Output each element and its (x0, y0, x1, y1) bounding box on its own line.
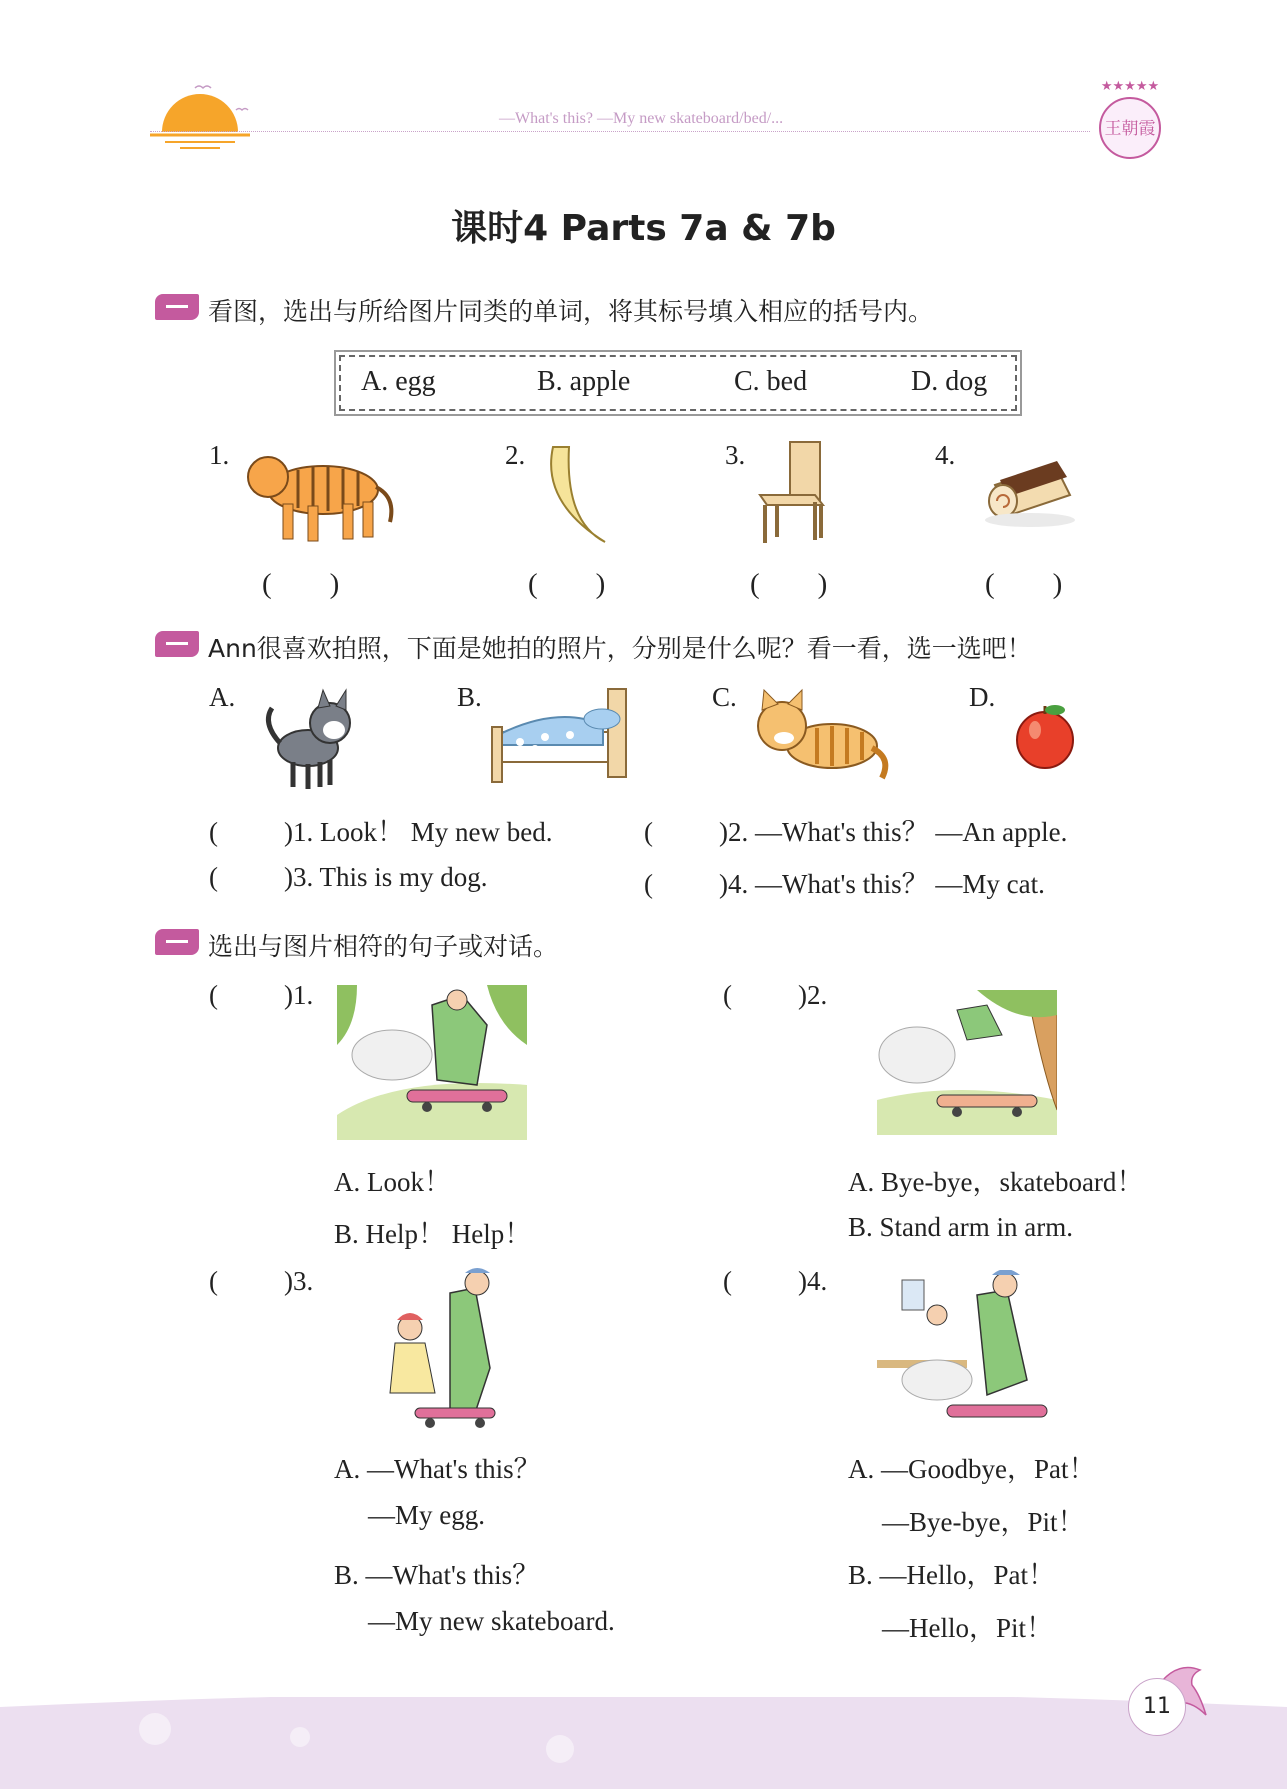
s3-item-1-option-a: A. Look！ (334, 1167, 451, 1197)
s3-item-3-number: ( )3. (209, 1266, 314, 1296)
answer-blank[interactable]: ( ) (985, 568, 1063, 600)
paren-open[interactable]: ( (209, 817, 218, 847)
s2-option-label: B. (457, 682, 482, 712)
skateboard-scene-1 (337, 985, 527, 1145)
s3-item-4-option-a-q: A. —Goodbye，Pat！ (848, 1454, 1096, 1484)
skateboard-scene-3 (385, 1268, 515, 1438)
svg-text:王朝霞: 王朝霞 (1104, 119, 1156, 139)
banana-picture (535, 442, 615, 552)
paren-open[interactable]: ( (209, 1266, 218, 1296)
cat-picture (752, 688, 892, 793)
s1-item-number: 3. (725, 440, 746, 470)
s2-question-1: ( )1. Look！ My new bed. (209, 817, 553, 847)
running-title: —What's this? —My new skateboard/bed/... (499, 110, 784, 127)
dog-picture (258, 688, 363, 798)
s3-item-3-option-a-q: A. —What's this？ (334, 1454, 541, 1484)
section-1-badge (155, 294, 199, 320)
s3-item-4-number: ( )4. (723, 1266, 828, 1296)
s3-item-2-option-b: B. Stand arm in arm. (848, 1212, 1073, 1242)
s2-option-label: D. (969, 682, 996, 712)
section-3-badge (155, 929, 199, 955)
paren-open[interactable]: ( (644, 869, 653, 899)
section-2-badge (155, 631, 199, 657)
section-3-instruction: 选出与图片相符的句子或对话。 (208, 932, 559, 961)
svg-text:★★★★★: ★★★★★ (1100, 79, 1160, 94)
s3-item-2-option-a: A. Bye-bye，skateboard！ (848, 1167, 1144, 1197)
s1-item-number: 1. (209, 440, 230, 470)
brand-logo (1090, 78, 1170, 163)
paren-open[interactable]: ( (209, 980, 218, 1010)
section-1-instruction: 看图，选出与所给图片同类的单词，将其标号填入相应的括号内。 (208, 297, 934, 326)
sunset-icon (150, 80, 250, 150)
skateboard-scene-2 (877, 990, 1057, 1140)
answer-blank[interactable]: ( ) (750, 568, 828, 600)
s3-item-3-option-a-r: —My egg. (368, 1500, 485, 1530)
s3-item-4-option-b-r: —Hello，Pit！ (882, 1613, 1054, 1643)
apple-picture (1010, 700, 1080, 775)
paren-open[interactable]: ( (723, 1266, 732, 1296)
word-option-d: D. dog (911, 366, 988, 397)
section-2-instruction: Ann很喜欢拍照，下面是她拍的照片，分别是什么呢？看一看，选一选吧！ (208, 634, 1032, 663)
page-title: 课时4 Parts 7a & 7b (451, 208, 836, 249)
s1-item-number: 2. (505, 440, 526, 470)
word-option-a: A. egg (361, 366, 436, 397)
paren-open[interactable]: ( (723, 980, 732, 1010)
skateboard-scene-4 (877, 1270, 1052, 1440)
answer-blank[interactable]: ( ) (528, 568, 606, 600)
chair-picture (755, 440, 830, 550)
s2-option-label: C. (712, 682, 737, 712)
s3-item-2-number: ( )2. (723, 980, 828, 1010)
cake-roll-picture (975, 455, 1075, 535)
word-bank (339, 355, 1017, 411)
page-number: 11 (1128, 1678, 1186, 1736)
s1-item-number: 4. (935, 440, 956, 470)
tiger-picture (238, 442, 398, 552)
s3-item-3-option-b-q: B. —What's this？ (334, 1560, 540, 1590)
paren-open[interactable]: ( (209, 862, 218, 892)
s3-item-1-number: ( )1. (209, 980, 314, 1010)
s2-question-3: ( )3. This is my dog. (209, 862, 488, 892)
paren-open[interactable]: ( (644, 817, 653, 847)
word-option-b: B. apple (537, 366, 631, 397)
s3-item-1-option-b: B. Help！ Help！ (334, 1219, 532, 1249)
s2-question-2: ( )2. —What's this？ —An apple. (644, 817, 1068, 847)
s3-item-4-option-a-r: —Bye-bye，Pit！ (882, 1507, 1085, 1537)
word-option-c: C. bed (734, 366, 808, 397)
bed-picture (490, 687, 630, 792)
answer-blank[interactable]: ( ) (262, 568, 340, 600)
header-rule (150, 131, 1090, 132)
s2-option-label: A. (209, 682, 236, 712)
s2-question-4: ( )4. —What's this？ —My cat. (644, 869, 1045, 899)
s3-item-3-option-b-r: —My new skateboard. (368, 1606, 615, 1636)
s3-item-4-option-b-q: B. —Hello，Pat！ (848, 1560, 1055, 1590)
footer-band (0, 1697, 1287, 1789)
